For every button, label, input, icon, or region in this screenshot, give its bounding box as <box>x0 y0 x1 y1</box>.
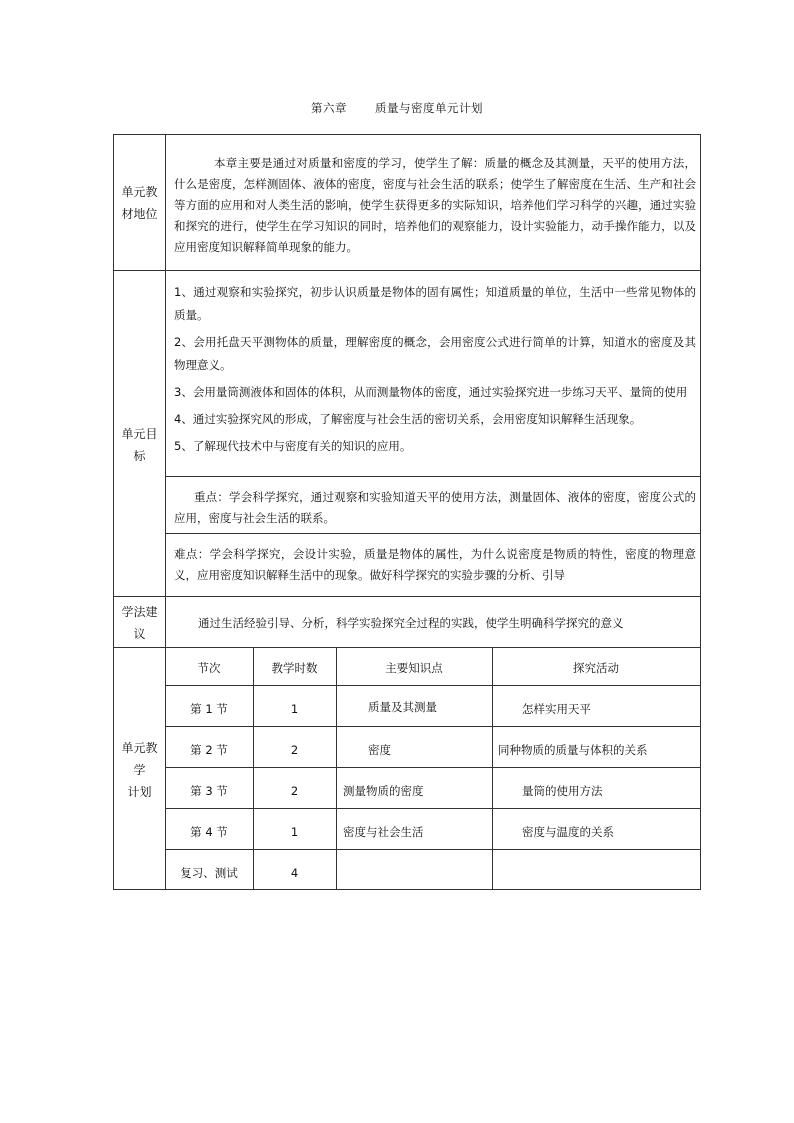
plan-column-divider <box>492 647 493 889</box>
row-divider <box>114 647 700 648</box>
section-label-plan <box>114 737 165 803</box>
section-label-goals <box>114 423 165 467</box>
label-line: 材地位 <box>121 207 158 221</box>
goals-list <box>174 281 696 458</box>
plan-cell-activity: 密度与温度的关系 <box>522 825 614 839</box>
plan-row-divider <box>165 808 700 809</box>
plan-cell-activity: 同种物质的质量与体积的关系 <box>498 743 648 757</box>
plan-header-section: 节次 <box>197 661 221 675</box>
plan-column-divider <box>336 647 337 889</box>
row-divider <box>165 533 700 534</box>
plan-row-divider <box>165 849 700 850</box>
page-title <box>0 100 794 116</box>
plan-row-divider <box>165 726 700 727</box>
method-text: 通过生活经验引导、分析，科学实验探究全过程的实践，使学生明确科学探究的意义 <box>198 616 624 630</box>
label-line: 标 <box>133 449 146 463</box>
label-line: 学法建 <box>121 605 158 619</box>
goal-item: 2、会用托盘天平测物体的质量，理解密度的概念，会用密度公式进行简单的计算，知道水的密度及其物理意义。 <box>174 335 696 372</box>
row-divider <box>165 476 700 477</box>
label-line: 单元目 <box>121 427 158 441</box>
chapter-number: 第六章 <box>311 101 347 115</box>
plan-cell-hours: 4 <box>290 866 299 880</box>
plan-header-hours: 教学时数 <box>271 661 318 675</box>
label-line: 单元教 <box>121 185 158 199</box>
section-label-method <box>114 601 165 645</box>
plan-cell-hours: 2 <box>290 784 299 798</box>
label-line: 计划 <box>127 785 152 799</box>
plan-header-knowledge: 主要知识点 <box>385 661 443 675</box>
plan-cell-knowledge: 测量物质的密度 <box>343 784 424 798</box>
plan-row-divider <box>165 767 700 768</box>
plan-cell-section: 复习、测试 <box>180 866 238 880</box>
plan-cell-knowledge: 密度与社会生活 <box>343 825 424 839</box>
row-divider <box>114 270 700 271</box>
goal-item: 1、通过观察和实验探究，初步认识质量是物体的固有属性；知道质量的单位，生活中一些常见物体的质量。 <box>174 285 696 322</box>
label-line: 学 <box>133 763 146 777</box>
plan-cell-hours: 2 <box>290 743 299 757</box>
plan-cell-section: 第 2 节 <box>190 743 228 757</box>
plan-cell-hours: 1 <box>290 825 299 839</box>
plan-cell-hours: 1 <box>290 702 299 716</box>
plan-cell-knowledge: 质量及其测量 <box>368 700 437 714</box>
plan-cell-activity: 量筒的使用方法 <box>522 784 603 798</box>
plan-cell-activity: 怎样实用天平 <box>522 702 591 716</box>
goal-item: 5、了解现代技术中与密度有关的知识的应用。 <box>174 439 412 453</box>
difficulties-text: 难点：学会科学探究，会设计实验，质量是物体的属性，为什么说密度是物质的特性，密度的物理意义，应用密度知识解释生活中的现象。做好科学探究的实验步骤的分析、引导 <box>174 547 696 582</box>
position-text: 本章主要是通过对质量和密度的学习，使学生了解：质量的概念及其测量，天平的使用方法，什么是密度，怎样测固体、液体的密度，密度与社会生活的联系；使学生了解密度在生活、生产和社会等方面的应用和对人类生活的影响，使学生获得更多的实际知识，培养他们学习科学的兴趣，通过实验和探究的进行，使学生在学习知识的同时，培养他们的观察能力，设计实验能力，动手操作能力，以及应用密度知识解释简单现象的能力。 <box>174 156 696 254</box>
plan-cell-section: 第 3 节 <box>190 784 228 798</box>
label-column-divider <box>165 135 166 889</box>
goal-item: 3、会用量筒测液体和固体的体积，从而测量物体的密度，通过实验探究进一步练习天平、量筒的使用 <box>174 385 688 399</box>
plan-cell-knowledge: 密度 <box>368 743 391 757</box>
goal-item: 4、通过实验探究风的形成，了解密度与社会生活的密切关系，会用密度知识解释生活现象。 <box>174 412 642 426</box>
label-line: 议 <box>133 627 146 641</box>
chapter-name: 质量与密度单元计划 <box>375 101 483 115</box>
plan-row-divider <box>165 685 700 686</box>
plan-column-divider <box>253 647 254 889</box>
key-points-text: 重点：学会科学探究，通过观察和实验知道天平的使用方法，测量固体、液体的密度，密度公式的应用，密度与社会生活的联系。 <box>174 490 696 525</box>
plan-cell-section: 第 1 节 <box>190 702 228 716</box>
label-line: 单元教 <box>121 741 158 755</box>
plan-header-activity: 探究活动 <box>573 661 619 675</box>
row-divider <box>114 596 700 597</box>
section-label-position <box>114 181 165 225</box>
unit-plan-table <box>113 134 701 890</box>
plan-cell-section: 第 4 节 <box>190 825 228 839</box>
